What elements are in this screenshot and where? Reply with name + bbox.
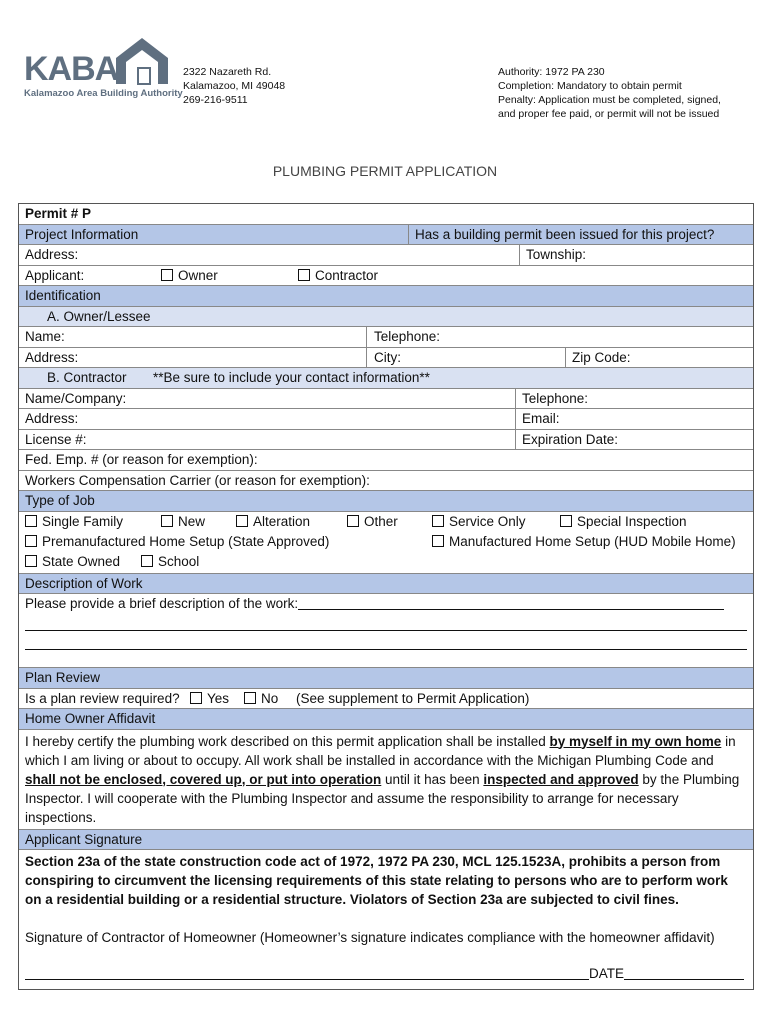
logo-wordmark: KABA xyxy=(24,50,119,88)
checkbox-icon xyxy=(161,515,173,527)
license-field[interactable]: License #: xyxy=(25,431,87,447)
description-line-2[interactable] xyxy=(25,613,747,631)
description-heading: Description of Work xyxy=(25,575,143,591)
yes-label: Yes xyxy=(207,690,230,706)
premanufactured-label: Premanufactured Home Setup (State Approved) xyxy=(42,533,330,549)
owner-lessee-heading: A. Owner/Lessee xyxy=(47,308,151,324)
plan-review-heading-row xyxy=(19,668,753,689)
single-family-checkbox[interactable] xyxy=(25,512,123,532)
alteration-checkbox[interactable] xyxy=(236,512,310,532)
project-address-row xyxy=(19,245,753,266)
new-label: New xyxy=(178,513,206,529)
signature-heading-row xyxy=(19,830,753,851)
checkbox-icon xyxy=(141,555,153,567)
page-title: PLUMBING PERMIT APPLICATION xyxy=(272,163,498,179)
date-label: DATE xyxy=(589,966,625,981)
fed-emp-row xyxy=(19,450,753,471)
plan-review-no-checkbox[interactable] xyxy=(244,689,278,709)
owner-label: Owner xyxy=(178,267,218,283)
contractor-heading: B. Contractor xyxy=(47,370,127,385)
checkbox-icon xyxy=(161,269,173,281)
workers-comp-row xyxy=(19,471,753,492)
statute-text: Section 23a of the state construction code act of 1972, 1972 PA 230, MCL 125.1523A, prohibits a person from conspiring to circumvent the licensing requirements of this state relating to persons who are to perform work on a residential building or a residential structure. Violators of Section 23a are subjected to civil fines. xyxy=(25,854,728,907)
affidavit-part-4: by the Plumbing Inspector. I will cooperate with the Plumbing Inspector and assume the responsibility to arrange for necessary inspections. xyxy=(25,771,740,825)
fed-emp-field[interactable]: Fed. Emp. # (or reason for exemption): xyxy=(25,452,258,467)
description-line-1[interactable] xyxy=(298,597,724,610)
expiration-field[interactable]: Expiration Date: xyxy=(522,431,619,447)
township-field[interactable]: Township: xyxy=(526,247,587,262)
permit-number-row xyxy=(19,204,753,225)
no-label: No xyxy=(261,690,279,706)
type-of-job-heading: Type of Job xyxy=(25,493,95,508)
owner-city-field[interactable]: City: xyxy=(374,349,401,365)
project-info-heading: Project Information xyxy=(25,226,139,242)
state-owned-checkbox[interactable] xyxy=(25,552,120,572)
affidavit-heading: Home Owner Affidavit xyxy=(25,711,156,726)
state-owned-label: State Owned xyxy=(42,553,121,569)
other-label: Other xyxy=(364,513,398,529)
checkbox-icon xyxy=(190,692,202,704)
kaba-logo xyxy=(24,36,183,102)
agency-phone: 269-216-9511 xyxy=(183,94,248,106)
special-inspection-checkbox[interactable] xyxy=(560,512,687,532)
affidavit-part-3: until it has been xyxy=(381,771,484,787)
alteration-label: Alteration xyxy=(253,513,311,529)
checkbox-icon xyxy=(25,515,37,527)
owner-lessee-row xyxy=(19,307,753,328)
owner-name-field[interactable]: Name: xyxy=(25,329,65,344)
affidavit-heading-row xyxy=(19,709,753,730)
signature-heading: Applicant Signature xyxy=(25,831,143,847)
affidavit-part-2: in which I am living or about to occupy. All work shall be installed in accordance with the Michigan Plumbing Code and xyxy=(25,733,736,768)
checkbox-icon xyxy=(236,515,248,527)
plan-review-heading: Plan Review xyxy=(25,670,101,685)
school-checkbox[interactable] xyxy=(141,552,199,572)
contractor-heading-row xyxy=(19,368,753,389)
checkbox-icon xyxy=(244,692,256,704)
contractor-address-row xyxy=(19,409,753,430)
manufactured-label: Manufactured Home Setup (HUD Mobile Home) xyxy=(449,533,736,549)
owner-zip-field[interactable]: Zip Code: xyxy=(572,349,631,365)
description-line-4[interactable] xyxy=(25,650,747,669)
other-checkbox[interactable] xyxy=(347,512,398,532)
description-heading-row xyxy=(19,574,753,595)
school-label: School xyxy=(158,553,200,569)
project-address-field[interactable]: Address: xyxy=(25,247,79,262)
affidavit-text xyxy=(19,730,753,830)
checkbox-icon xyxy=(298,269,310,281)
penalty-text-1: Penalty: Application must be completed, signed, xyxy=(498,94,721,106)
checkbox-icon xyxy=(25,535,37,547)
description-line-3[interactable] xyxy=(25,631,747,650)
permit-form xyxy=(18,203,754,990)
plan-review-note: (See supplement to Permit Application) xyxy=(296,690,530,706)
building-permit-question[interactable]: Has a building permit been issued for this project? xyxy=(415,226,715,242)
job-type-options xyxy=(19,512,753,574)
owner-address-row xyxy=(19,348,753,369)
authority-text: Authority: 1972 PA 230 xyxy=(498,66,605,78)
permit-number-label: Permit # P xyxy=(25,206,92,221)
plan-review-row xyxy=(19,689,753,710)
contractor-note: **Be sure to include your contact information** xyxy=(153,370,430,385)
plan-review-yes-checkbox[interactable] xyxy=(190,689,229,709)
penalty-text-2: and proper fee paid, or permit will not be issued xyxy=(498,108,720,120)
address-line1: 2322 Nazareth Rd. xyxy=(183,66,272,78)
description-prompt: Please provide a brief description of the work: xyxy=(25,596,299,611)
affidavit-part-1: I hereby certify the plumbing work described on this permit application shall be installed xyxy=(25,733,550,749)
affidavit-emphasis-2: shall not be enclosed, covered up, or put into operation xyxy=(25,771,382,787)
contractor-telephone-field[interactable]: Telephone: xyxy=(522,390,589,406)
manufactured-checkbox[interactable] xyxy=(432,532,736,552)
affidavit-emphasis-3: inspected and approved xyxy=(483,771,639,787)
description-area xyxy=(19,594,753,668)
signature-instruction: Signature of Contractor of Homeowner (Homeowner’s signature indicates compliance with the homeowner affidavit) xyxy=(25,930,715,945)
signature-section xyxy=(19,850,753,989)
type-of-job-row xyxy=(19,491,753,512)
applicant-label: Applicant: xyxy=(25,267,85,283)
license-row xyxy=(19,430,753,451)
owner-telephone-field[interactable]: Telephone: xyxy=(374,329,441,344)
special-inspection-label: Special Inspection xyxy=(577,513,687,529)
agency-address xyxy=(183,65,285,107)
contractor-label: Contractor xyxy=(315,267,379,283)
contractor-name-row xyxy=(19,389,753,410)
address-line2: Kalamazoo, MI 49048 xyxy=(183,80,286,92)
project-info-row xyxy=(19,225,753,246)
owner-name-row xyxy=(19,327,753,348)
checkbox-icon xyxy=(25,555,37,567)
premanufactured-checkbox[interactable] xyxy=(25,532,329,552)
authority-block xyxy=(498,65,721,121)
service-only-label: Service Only xyxy=(449,513,526,529)
plan-review-question: Is a plan review required? xyxy=(25,690,180,706)
single-family-label: Single Family xyxy=(42,513,124,529)
affidavit-emphasis-1: by myself in my own home xyxy=(549,733,722,749)
service-only-checkbox[interactable] xyxy=(432,512,526,532)
contractor-address-field[interactable]: Address: xyxy=(25,411,79,426)
contractor-name-field[interactable]: Name/Company: xyxy=(25,390,127,406)
completion-text: Completion: Mandatory to obtain permit xyxy=(498,80,682,92)
identification-row xyxy=(19,286,753,307)
owner-checkbox[interactable] xyxy=(161,266,218,286)
contractor-email-field[interactable]: Email: xyxy=(522,411,560,426)
checkbox-icon xyxy=(432,535,444,547)
contractor-checkbox[interactable] xyxy=(298,266,378,286)
checkbox-icon xyxy=(560,515,572,527)
new-checkbox[interactable] xyxy=(161,512,205,532)
house-icon xyxy=(114,36,174,86)
date-line[interactable] xyxy=(624,967,744,980)
owner-address-field[interactable]: Address: xyxy=(25,349,79,365)
signature-line[interactable] xyxy=(25,967,589,980)
logo-subtitle: Kalamazoo Area Building Authority xyxy=(24,88,183,99)
checkbox-icon xyxy=(432,515,444,527)
checkbox-icon xyxy=(347,515,359,527)
applicant-row xyxy=(19,266,753,287)
workers-comp-field[interactable]: Workers Compensation Carrier (or reason for exemption): xyxy=(25,472,370,488)
identification-heading: Identification xyxy=(25,288,101,303)
